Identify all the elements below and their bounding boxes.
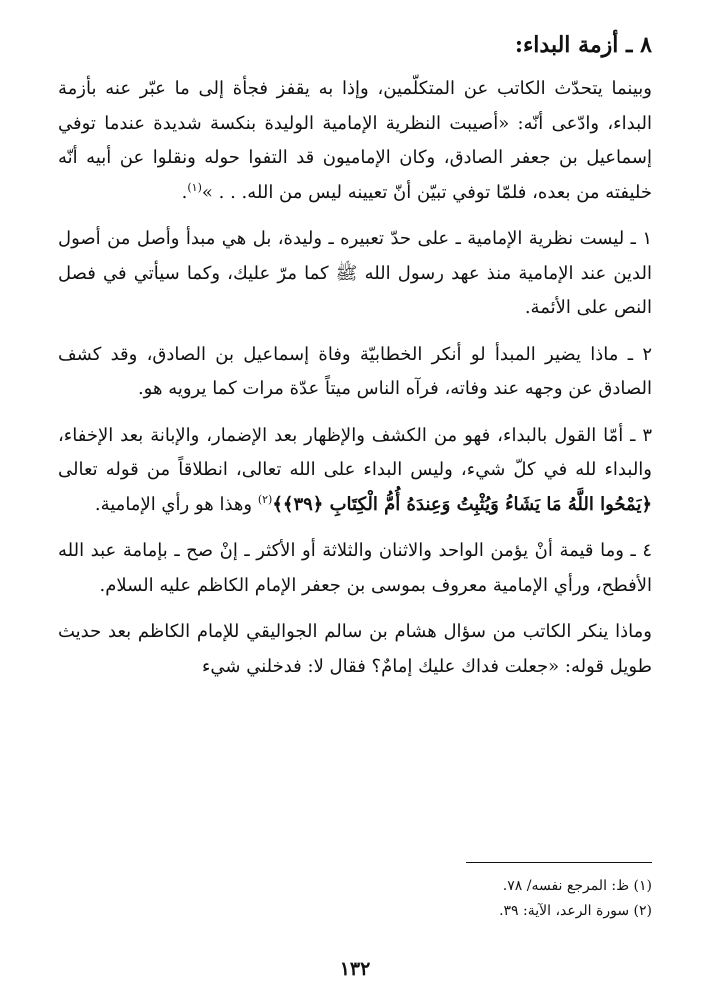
footnotes	[58, 874, 652, 924]
footnote-divider	[466, 862, 652, 863]
footnote-1: (١) ظ: المرجع نفسه/ ٧٨.	[502, 878, 652, 894]
quran-verse: ﴿يَمْحُوا اللَّهُ مَا يَشَاءُ وَيُثْبِتُ وَعِندَهُ أُمُّ الْكِتَابِ ﴿٣٩﴾﴾	[272, 493, 652, 515]
page-number: ١٣٢	[339, 958, 371, 980]
paragraph-separator	[58, 603, 652, 615]
paragraph-separator	[58, 522, 652, 534]
paragraph-separator	[58, 407, 652, 419]
paragraph-point-3-text: ٣ ـ أمّا القول بالبداء، فهو من الكشف والإظهار بعد الإضمار، والإبانة بعد الإخفاء، والبداء لله في كلّ شيء، وليس البداء على الله تعالى، انطلاقاً من قوله تعالى	[58, 424, 652, 480]
footnote-ref-1: (١)	[187, 180, 202, 194]
paragraph-point-1: ١ ـ ليست نظرية الإمامية ـ على حدّ تعبيره ـ وليدة، بل هي مبدأ وأصل من أصول الدين عند الإمامية منذ عهد رسول الله ﷺ كما مرّ عليك، وكما سيأتي في فصل النص على الأئمة.	[58, 228, 652, 318]
section-heading: ٨ ـ أزمة البداء:	[514, 32, 652, 58]
paragraph-separator	[58, 326, 652, 338]
paragraph-point-2: ٢ ـ ماذا يضير المبدأ لو أنكر الخطابيّة وفاة إسماعيل بن الصادق، وقد كشف الصادق عن وجهه عند وفاته، فرآه الناس ميتاً عدّة مرات كما يرويه هو.	[58, 343, 652, 399]
paragraph-intro-tail: .	[181, 181, 188, 203]
paragraph-closing: وماذا ينكر الكاتب من سؤال هشام بن سالم الجواليقي للإمام الكاظم بعد حديث طويل قوله: «جعلت فداك عليك إمامٌ؟ فقال لا: فدخلني شيء	[58, 621, 652, 677]
paragraph-intro-text: وبينما يتحدّث الكاتب عن المتكلّمين، وإذا به يقفز فجأة إلى ما عبّر عنه بأزمة البداء، وادّعى أنّه: «أصيبت النظرية الإمامية الوليدة بنكسة شديدة عندما توفي إسماعيل بن جعفر الصادق، وكان الإماميون قد التفوا حوله ونقلوا عن أبيه أنّه خليفته من بعده، فلمّا توفي تبيّن أنّ تعيينه ليس من الله. . . »	[58, 78, 652, 203]
paragraph-point-4: ٤ ـ وما قيمة أنْ يؤمن الواحد والاثنان والثلاثة أو الأكثر ـ إنْ صح ـ بإمامة عبد الله الأفطح، ورأي الإمامية معروف بموسى بن جعفر الإمام الكاظم عليه السلام.	[58, 540, 652, 596]
paragraph-point-3	[58, 419, 652, 523]
footnote-ref-2: (٢)	[257, 492, 273, 506]
paragraph-point-3-conclusion: وهذا هو رأي الإمامية.	[94, 493, 253, 515]
paragraph-separator	[58, 210, 652, 222]
footnote-2: (٢) سورة الرعد، الآية: ٣٩.	[499, 903, 652, 919]
paragraph-intro	[58, 72, 652, 210]
